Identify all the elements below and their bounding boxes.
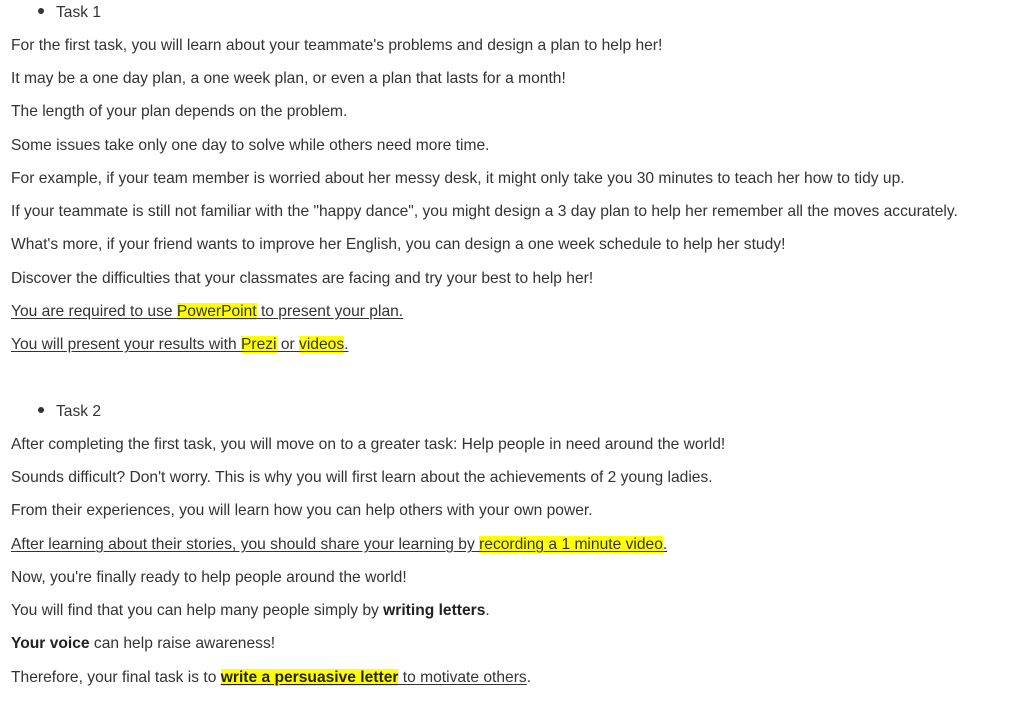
final-text-pre: Therefore, your final task is to [11,669,221,686]
presentation-requirement [11,335,348,355]
task2-line-1: After completing the first task, you will move on to a greater task: Help people in need around the world! [11,436,726,453]
present-text-mid: or [276,336,300,353]
task1-line-5: For example, if your team member is worried about her messy desk, it might only take you 30 minutes to teach her how to tidy up. [11,170,905,187]
present-text-post: . [344,336,349,353]
share-learning-line [11,535,667,555]
task1-bullet [38,3,101,23]
voice-text-post: can help raise awareness! [89,635,276,652]
powerpoint-requirement [11,302,403,322]
your-voice-bold: Your voice [11,635,90,652]
task2-line-2: Sounds difficult? Don't worry. This is why you will first learn about the achievements of 2 young ladies. [11,469,713,486]
task1-heading: Task 1 [56,4,102,21]
task2-line-3: From their experiences, you will learn how you can help others with your own power. [11,502,593,519]
present-text-pre: You will present your results with [11,336,241,353]
task1-line-1: For the first task, you will learn about your teammate's problems and design a plan to help her! [11,37,663,54]
task1-line-4: Some issues take only one day to solve while others need more time. [11,137,490,154]
requirement-text-pre: You are required to use [11,303,177,320]
video-recording-link[interactable]: recording a 1 minute video [479,536,663,553]
prezi-link[interactable]: Prezi [240,336,277,353]
writing-letters-bold: writing letters [383,602,486,619]
videos-link[interactable]: videos [299,336,345,353]
task1-line-7: What's more, if your friend wants to improve her English, you can design a one week schedule to help her study! [11,236,786,253]
share-text-post: . [662,536,668,553]
final-task-line [11,668,531,688]
powerpoint-link[interactable]: PowerPoint [176,303,257,320]
persuasive-letter-link[interactable]: write a persuasive letter [220,669,399,686]
letters-line [11,601,490,621]
task2-heading: Task 2 [56,403,102,420]
voice-line [11,634,275,654]
task1-line-3: The length of your plan depends on the problem. [11,103,348,120]
final-text-post: . [526,669,532,686]
share-text-pre: After learning about their stories, you should share your learning by [11,536,480,553]
letters-text-pre: You will find that you can help many people simply by [11,602,384,619]
task1-line-6: If your teammate is still not familiar with the "happy dance", you might design a 3 day plan to help her remember all the moves accurately. [11,203,958,220]
task2-bullet [38,402,101,422]
bullet-dot-icon [38,407,44,413]
requirement-text-post: to present your plan. [256,303,404,320]
bullet-dot-icon [38,8,44,14]
ready-line: Now, you're finally ready to help people around the world! [11,569,407,586]
letters-text-post: . [485,602,490,619]
final-text-mid[interactable]: to motivate others [398,669,527,686]
task1-line-8: Discover the difficulties that your classmates are facing and try your best to help her! [11,270,594,287]
task1-line-2: It may be a one day plan, a one week plan, or even a plan that lasts for a month! [11,70,566,87]
